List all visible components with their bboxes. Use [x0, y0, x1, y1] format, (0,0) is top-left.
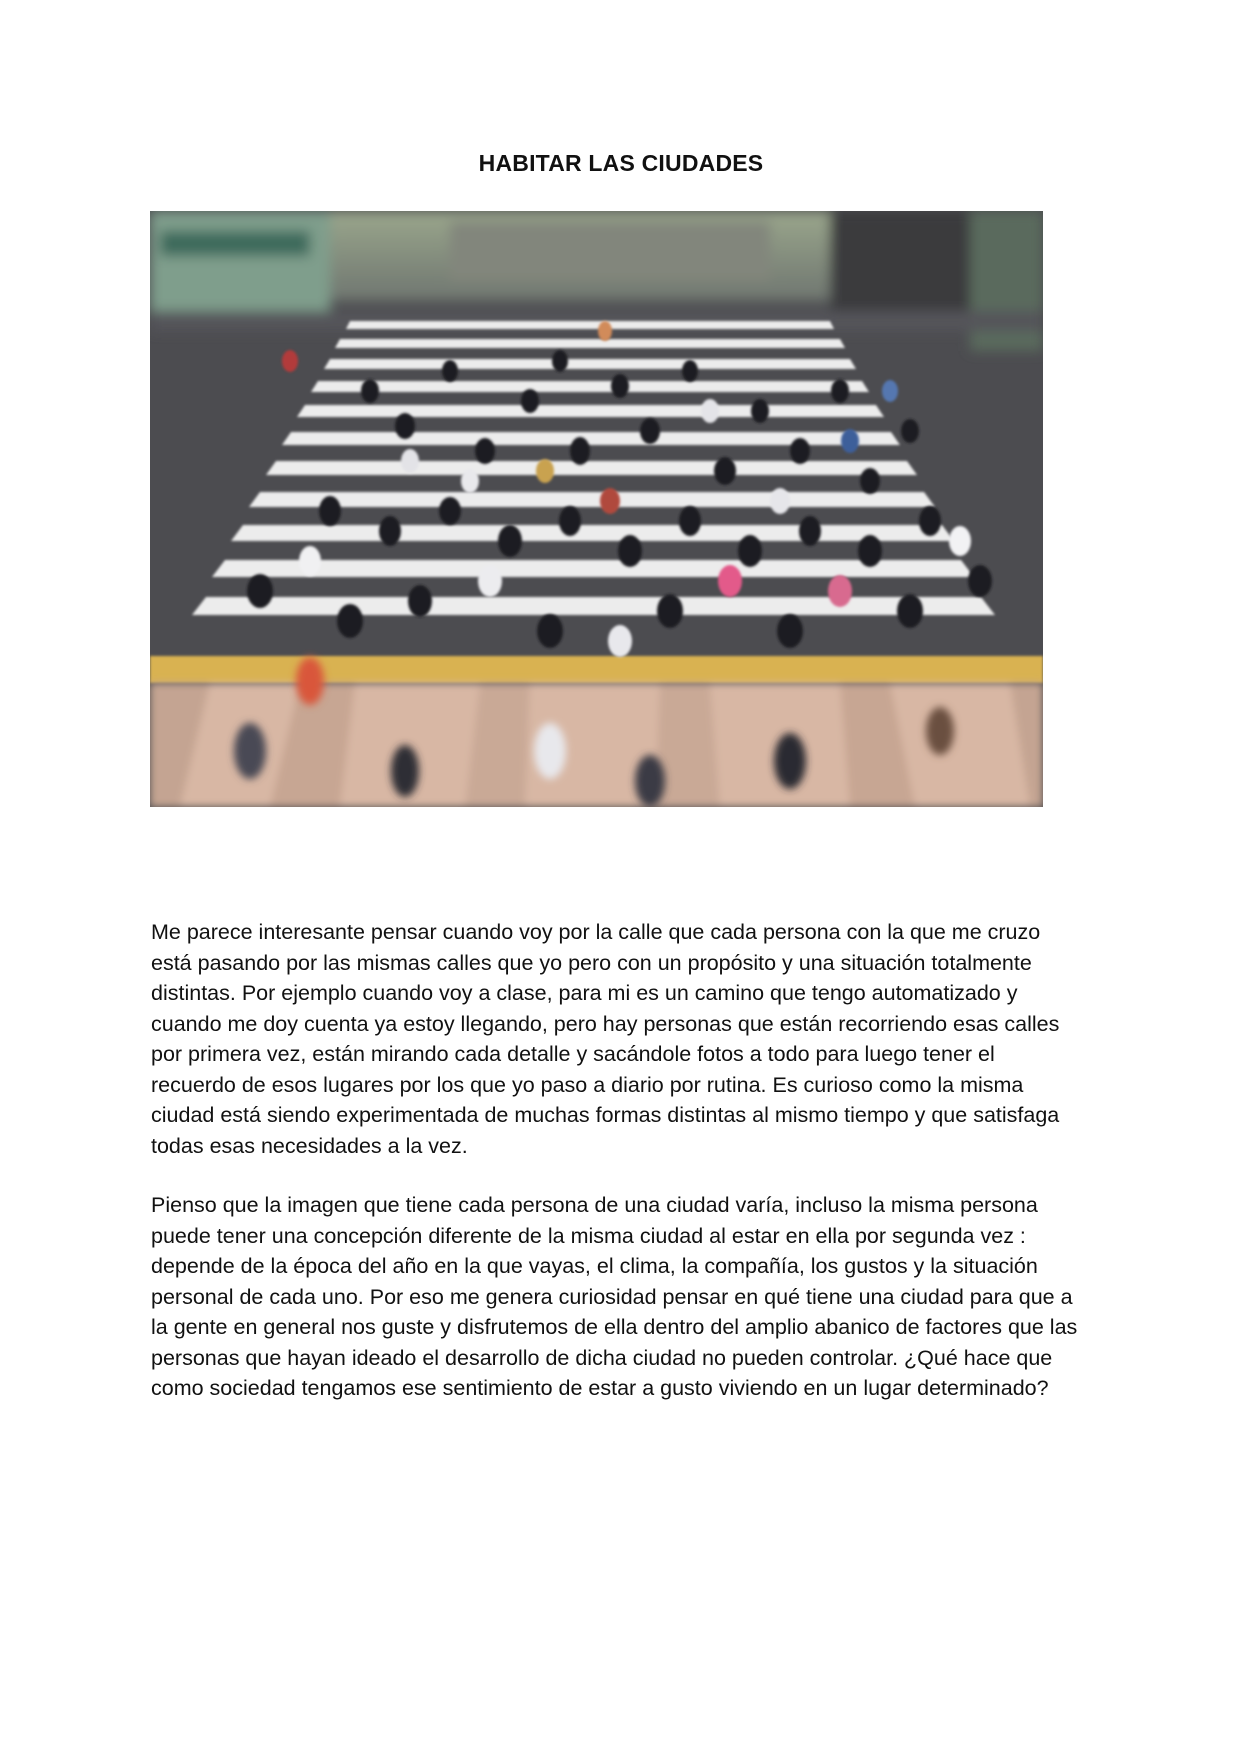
paragraph-2: Pienso que la imagen que tiene cada persona de una ciudad varía, incluso la misma persona puede tener una concepción diferente de la misma ciudad al estar en ella por segunda vez : depende de la época del año en la que vayas, el clima, la compañía, los gustos y la situación personal de cada uno. Por eso me genera curiosidad pensar en qué tiene una ciudad para que a la gente en general nos guste y disfrutemos de ella dentro del amplio abanico de factores que las personas que hayan ideado el desarrollo de dicha ciudad no pueden controlar. ¿Qué hace que como sociedad tengamos ese sentimiento de estar a gusto viviendo en un lugar determinado? — [151, 1193, 1078, 1400]
page-title: HABITAR LAS CIUDADES — [478, 150, 764, 176]
paragraph-1: Me parece interesante pensar cuando voy por la calle que cada persona con la que me cruzo está pasando por las mismas calles que yo pero con un propósito y una situación totalmente distintas. Por ejemplo cuando voy a clase, para mi es un camino que tengo automatizado y cuando me doy cuenta ya estoy llegando, pero hay personas que están recorriendo esas calles por primera vez, están mirando cada detalle y sacándole fotos a todo para luego tener el recuerdo de esos lugares por los que yo paso a diario por rutina. Es curioso como la misma ciudad está siendo experimentada de muchas formas distintas al mismo tiempo y que satisfaga todas esas necesidades a la vez. — [151, 920, 1060, 1158]
crowd-crosswalk-photo — [150, 211, 1043, 807]
